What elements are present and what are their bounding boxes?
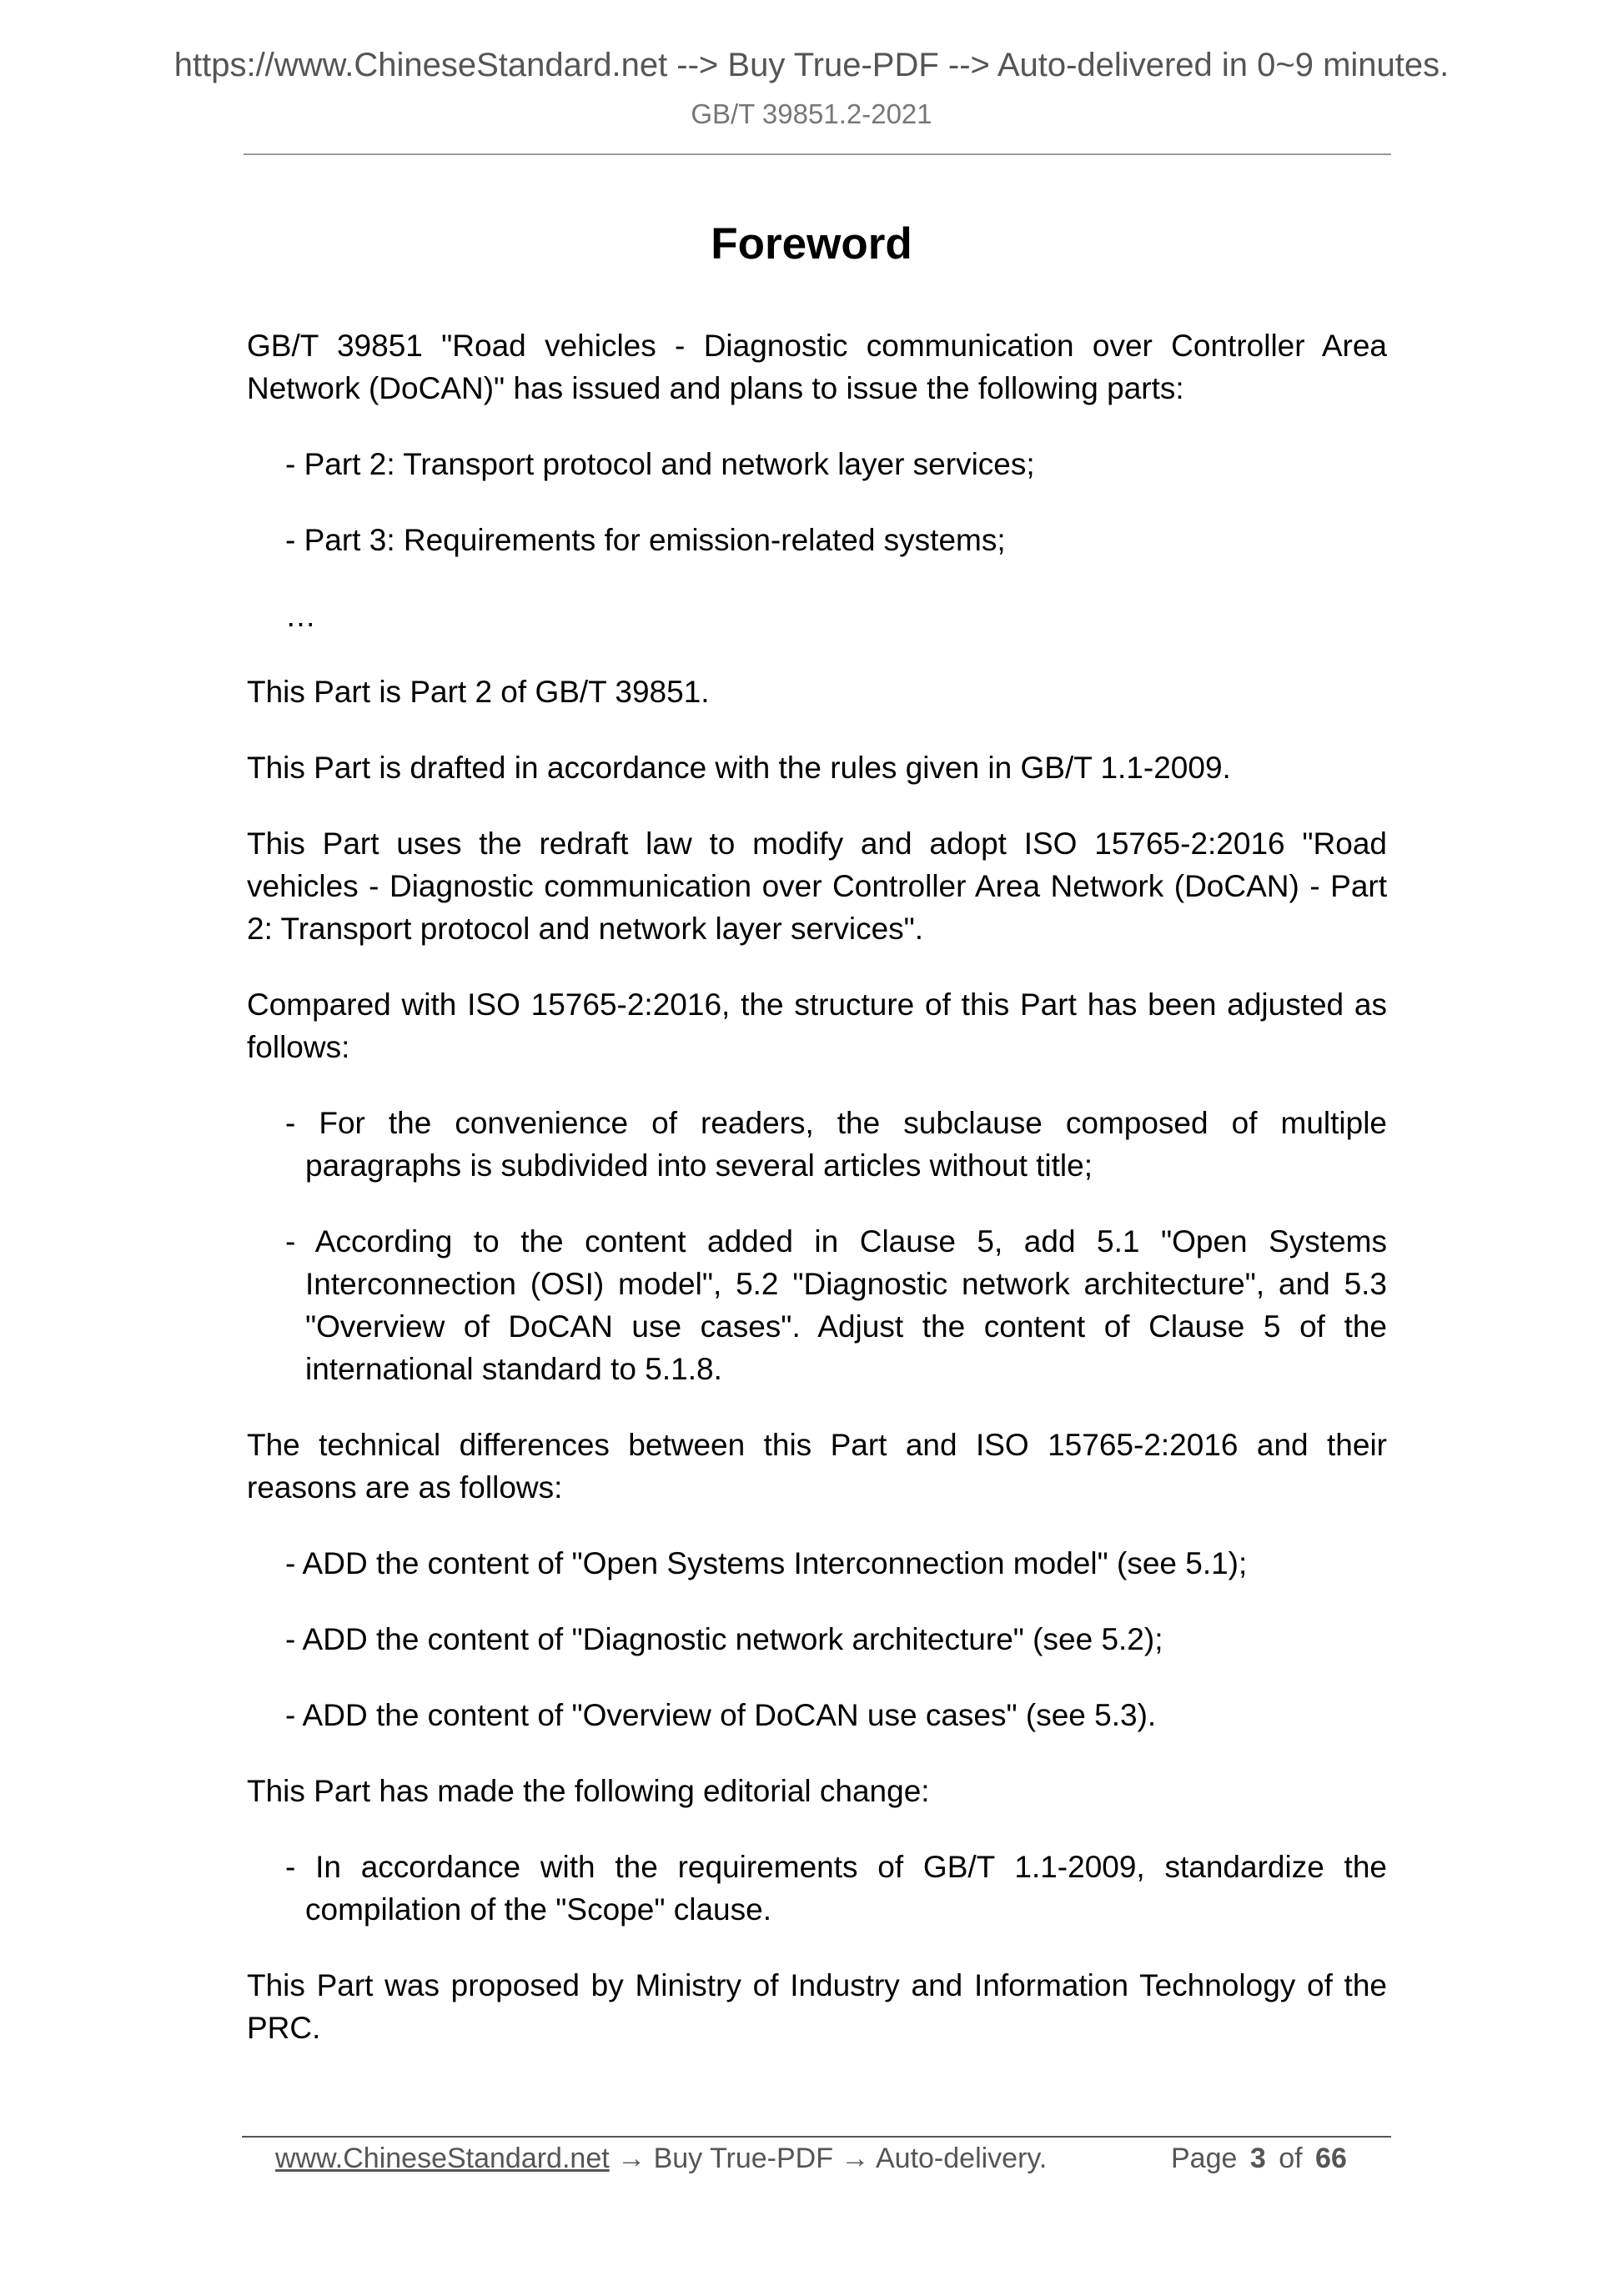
page-title: Foreword <box>711 219 912 269</box>
paragraph: This Part is Part 2 of GB/T 39851. <box>247 675 710 709</box>
list-item: - Part 3: Requirements for emission-related systems; <box>285 523 1006 557</box>
of-label: of <box>1279 2143 1303 2174</box>
current-page: 3 <box>1249 2143 1266 2174</box>
list-item: - ADD the content of "Open Systems Interconnection model" (see 5.1); <box>285 1546 1248 1580</box>
paragraph: This Part uses the redraft law to modify and adopt ISO 15765-2:2016 "Road vehicles - Diagnostic communication over Controller Area Network (DoCAN) - Part 2: Transport protocol and network layer services". <box>247 826 1387 946</box>
total-pages: 66 <box>1315 2143 1347 2174</box>
paragraph: GB/T 39851 "Road vehicles - Diagnostic communication over Controller Area Network (DoCAN)" has issued and plans to issue the following parts: <box>247 329 1387 405</box>
paragraph: The technical differences between this Part and ISO 15765-2:2016 and their reasons are as follows: <box>247 1428 1387 1505</box>
footer-text <box>275 2138 1047 2179</box>
footer-tagline: → Buy True-PDF → Auto-delivery. <box>609 2143 1048 2174</box>
page-number <box>1171 2138 1347 2179</box>
paragraph: Compared with ISO 15765-2:2016, the structure of this Part has been adjusted as follows: <box>247 987 1387 1064</box>
list-item: - For the convenience of readers, the subclause composed of multiple paragraphs is subdivided into several articles without title; <box>285 1106 1387 1183</box>
ellipsis: … <box>285 599 316 633</box>
list-item: - ADD the content of "Diagnostic network architecture" (see 5.2); <box>285 1622 1163 1656</box>
paragraph: This Part is drafted in accordance with the rules given in GB/T 1.1-2009. <box>247 751 1231 785</box>
paragraph: This Part has made the following editorial change: <box>247 1774 930 1808</box>
foreword-body <box>247 324 1387 2082</box>
header-divider <box>244 153 1391 155</box>
page-label: Page <box>1171 2143 1238 2174</box>
document-id: GB/T 39851.2-2021 <box>691 98 932 129</box>
list-item: - Part 2: Transport protocol and network layer services; <box>285 447 1035 481</box>
list-item: - According to the content added in Clause 5, add 5.1 "Open Systems Interconnection (OSI) model", 5.2 "Diagnostic network architecture", and 5.3 "Overview of DoCAN use cases". Adjust the content of Clause 5 of the international standard to 5.1.8. <box>285 1224 1387 1386</box>
list-item: - In accordance with the requirements of GB/T 1.1-2009, standardize the compilation of the "Scope" clause. <box>285 1850 1387 1927</box>
header-banner: https://www.ChineseStandard.net --> Buy True-PDF --> Auto-delivered in 0~9 minutes. <box>173 47 1450 83</box>
paragraph: This Part was proposed by Ministry of Industry and Information Technology of the PRC. <box>247 1968 1387 2045</box>
list-item: - ADD the content of "Overview of DoCAN use cases" (see 5.3). <box>285 1698 1157 1732</box>
footer-link[interactable]: www.ChineseStandard.net <box>275 2143 610 2174</box>
